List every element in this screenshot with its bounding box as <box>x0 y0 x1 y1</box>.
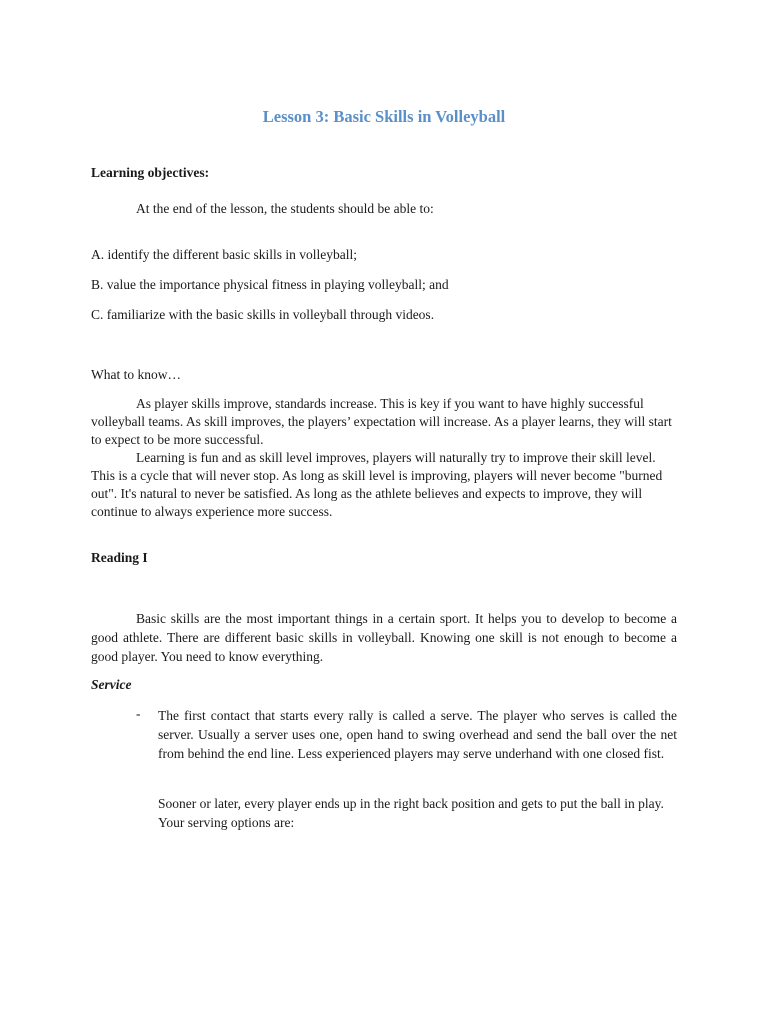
bullet-dash: - <box>136 706 141 721</box>
objectives-heading: Learning objectives: <box>91 165 210 180</box>
objectives-intro: At the end of the lesson, the students should be able to: <box>136 201 434 216</box>
reading-body <box>91 609 677 666</box>
what-to-know-paragraph-1: As player skills improve, standards increase. This is key if you want to have highly successful volleyball teams. As skill improves, the players’ expectation will increase. As a player learns, they will start to expect to be more successful. <box>91 396 672 447</box>
objective-item-c: C. familiarize with the basic skills in volleyball through videos. <box>91 307 435 322</box>
service-followup-text: Sooner or later, every player ends up in the right back position and gets to put the ball in play. Your serving options are: <box>158 796 664 830</box>
what-to-know-paragraph-2: Learning is fun and as skill level improves, players will naturally try to improve their skill level. This is a cycle that will never stop. As long as skill level is improving, players will never become "burned out". It's natural to never be satisfied. As long as the athlete believes and expects to improve, they will continue to always experience more success. <box>91 450 663 519</box>
objective-item-b: B. value the importance physical fitness in playing volleyball; and <box>91 277 449 292</box>
reading-heading: Reading I <box>91 550 148 565</box>
what-to-know-body <box>91 395 677 521</box>
what-to-know-heading: What to know… <box>91 367 181 382</box>
page-title: Lesson 3: Basic Skills in Volleyball <box>262 107 506 126</box>
service-heading: Service <box>91 677 132 692</box>
service-bullet-text: The first contact that starts every rally is called a serve. The player who serves is called the server. Usually a server uses one, open hand to swing overhead and send the ball over the net from behind the end line. Less experienced players may serve underhand with one closed fist. <box>158 708 677 761</box>
reading-paragraph: Basic skills are the most important things in a certain sport. It helps you to develop to become a good athlete. There are different basic skills in volleyball. Knowing one skill is not enough to become a good player. You need to know everything. <box>91 611 677 664</box>
objective-item-a: A. identify the different basic skills in volleyball; <box>91 247 357 262</box>
